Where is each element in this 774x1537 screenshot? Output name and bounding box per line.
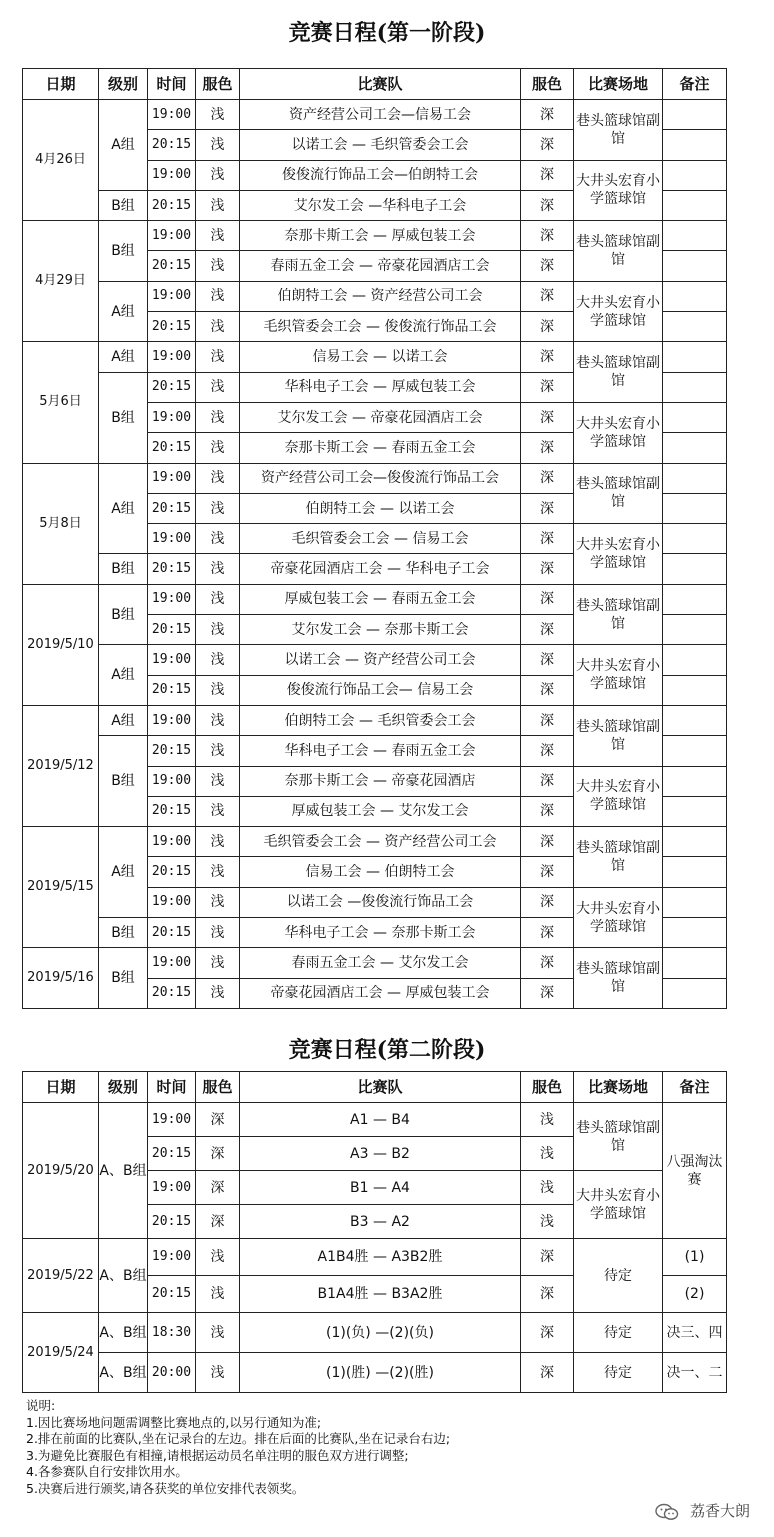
date-cell: 2019/5/20 <box>23 1103 99 1239</box>
group-cell: A组 <box>99 827 148 918</box>
away-color-cell: 深 <box>521 827 574 857</box>
header-color-away: 服色 <box>521 69 574 100</box>
date-cell: 4月29日 <box>23 221 99 342</box>
teams-cell: (1)(负) —(2)(负) <box>240 1313 521 1353</box>
group-cell: A组 <box>99 463 148 554</box>
time-cell: 20:15 <box>148 857 196 887</box>
note-cell <box>663 433 727 463</box>
group-cell: B组 <box>99 554 148 584</box>
table-header-row <box>23 1072 727 1103</box>
table-row <box>23 100 727 130</box>
teams-cell: 俊俊流行饰品工会—伯朗特工会 <box>240 160 521 190</box>
note-cell: 决三、四 <box>663 1313 727 1353</box>
note-cell <box>663 402 727 432</box>
away-color-cell: 深 <box>521 918 574 948</box>
note-cell <box>663 705 727 735</box>
away-color-cell: 深 <box>521 130 574 160</box>
time-cell: 19:00 <box>148 1103 196 1137</box>
time-cell: 19:00 <box>148 887 196 917</box>
teams-cell: 奈那卡斯工会 — 春雨五金工会 <box>240 433 521 463</box>
teams-cell: 信易工会 — 伯朗特工会 <box>240 857 521 887</box>
teams-cell: 厚威包装工会 — 春雨五金工会 <box>240 584 521 614</box>
note-item: 3.为避免比赛服色有相撞,请根据运动员名单注明的服色双方进行调整; <box>26 1447 409 1463</box>
time-cell: 20:15 <box>148 190 196 220</box>
away-color-cell: 深 <box>521 221 574 251</box>
stage1-schedule-table <box>22 68 727 1009</box>
table-row <box>23 1313 727 1353</box>
note-cell <box>663 100 727 130</box>
group-cell: B组 <box>99 736 148 827</box>
away-color-cell: 深 <box>521 251 574 281</box>
note-cell <box>663 857 727 887</box>
teams-cell: 毛织管委会工会 — 俊俊流行饰品工会 <box>240 312 521 342</box>
note-cell <box>663 796 727 826</box>
teams-cell: (1)(胜) —(2)(胜) <box>240 1353 521 1393</box>
table-row <box>23 342 727 372</box>
table-row <box>23 1103 727 1137</box>
home-color-cell: 浅 <box>196 281 240 311</box>
time-cell: 20:00 <box>148 1353 196 1393</box>
teams-cell: A1B4胜 — A3B2胜 <box>240 1239 521 1276</box>
teams-cell: A3 — B2 <box>240 1137 521 1171</box>
venue-cell: 巷头篮球馆副馆 <box>574 948 663 1009</box>
home-color-cell: 浅 <box>196 160 240 190</box>
time-cell: 19:00 <box>148 402 196 432</box>
teams-cell: B1A4胜 — B3A2胜 <box>240 1276 521 1313</box>
header-date: 日期 <box>23 69 99 100</box>
away-color-cell: 深 <box>521 645 574 675</box>
teams-cell: B1 — A4 <box>240 1171 521 1205</box>
away-color-cell: 深 <box>521 766 574 796</box>
table-row <box>23 827 727 857</box>
group-cell: A、B组 <box>99 1239 148 1313</box>
time-cell: 20:15 <box>148 796 196 826</box>
note-cell <box>663 251 727 281</box>
date-cell: 4月26日 <box>23 100 99 221</box>
note-item: 5.决赛后进行颁奖,请各获奖的单位安排代表领奖。 <box>26 1480 305 1496</box>
group-cell: B组 <box>99 918 148 948</box>
note-cell <box>663 615 727 645</box>
away-color-cell: 深 <box>521 736 574 766</box>
away-color-cell: 深 <box>521 1353 574 1393</box>
time-cell: 20:15 <box>148 1205 196 1239</box>
venue-cell: 巷头篮球馆副馆 <box>574 827 663 888</box>
time-cell: 19:00 <box>148 827 196 857</box>
header-notes: 备注 <box>663 1072 727 1103</box>
away-color-cell: 深 <box>521 675 574 705</box>
group-cell: A组 <box>99 342 148 372</box>
date-cell: 2019/5/22 <box>23 1239 99 1313</box>
venue-cell: 巷头篮球馆副馆 <box>574 705 663 766</box>
away-color-cell: 深 <box>521 312 574 342</box>
venue-cell: 巷头篮球馆副馆 <box>574 463 663 524</box>
teams-cell: 春雨五金工会 — 艾尔发工会 <box>240 948 521 978</box>
wechat-icon <box>655 1503 679 1521</box>
home-color-cell: 浅 <box>196 857 240 887</box>
home-color-cell: 浅 <box>196 766 240 796</box>
group-cell: A组 <box>99 645 148 706</box>
teams-cell: 资产经营公司工会—信易工会 <box>240 100 521 130</box>
time-cell: 20:15 <box>148 433 196 463</box>
time-cell: 20:15 <box>148 1137 196 1171</box>
time-cell: 19:00 <box>148 1239 196 1276</box>
time-cell: 18:30 <box>148 1313 196 1353</box>
time-cell: 19:00 <box>148 342 196 372</box>
home-color-cell: 浅 <box>196 615 240 645</box>
time-cell: 19:00 <box>148 584 196 614</box>
note-cell <box>663 766 727 796</box>
group-cell: B组 <box>99 948 148 1009</box>
brand-name: 荔香大朗 <box>689 1502 750 1520</box>
home-color-cell: 深 <box>196 1103 240 1137</box>
date-cell: 2019/5/10 <box>23 584 99 705</box>
home-color-cell: 浅 <box>196 705 240 735</box>
teams-cell: 信易工会 — 以诺工会 <box>240 342 521 372</box>
home-color-cell: 深 <box>196 1171 240 1205</box>
home-color-cell: 浅 <box>196 827 240 857</box>
note-cell <box>663 887 727 917</box>
time-cell: 20:15 <box>148 372 196 402</box>
teams-cell: 艾尔发工会 — 帝豪花园酒店工会 <box>240 402 521 432</box>
teams-cell: 帝豪花园酒店工会 — 华科电子工会 <box>240 554 521 584</box>
away-color-cell: 深 <box>521 524 574 554</box>
time-cell: 20:15 <box>148 554 196 584</box>
time-cell: 19:00 <box>148 281 196 311</box>
time-cell: 20:15 <box>148 675 196 705</box>
date-cell: 2019/5/15 <box>23 827 99 948</box>
time-cell: 19:00 <box>148 160 196 190</box>
time-cell: 20:15 <box>148 918 196 948</box>
home-color-cell: 浅 <box>196 251 240 281</box>
note-cell <box>663 948 727 978</box>
home-color-cell: 浅 <box>196 524 240 554</box>
venue-cell: 巷头篮球馆副馆 <box>574 100 663 161</box>
header-level: 级别 <box>99 69 148 100</box>
note-cell <box>663 463 727 493</box>
teams-cell: 以诺工会 — 毛织管委会工会 <box>240 130 521 160</box>
away-color-cell: 深 <box>521 402 574 432</box>
note-cell: 决一、二 <box>663 1353 727 1393</box>
teams-cell: 华科电子工会 — 奈那卡斯工会 <box>240 918 521 948</box>
note-cell <box>663 736 727 766</box>
home-color-cell: 浅 <box>196 130 240 160</box>
venue-cell: 待定 <box>574 1353 663 1393</box>
header-notes: 备注 <box>663 69 727 100</box>
teams-cell: 帝豪花园酒店工会 — 厚威包装工会 <box>240 978 521 1008</box>
time-cell: 19:00 <box>148 100 196 130</box>
time-cell: 19:00 <box>148 705 196 735</box>
home-color-cell: 浅 <box>196 948 240 978</box>
teams-cell: 以诺工会 — 资产经营公司工会 <box>240 645 521 675</box>
group-cell: A组 <box>99 281 148 342</box>
time-cell: 20:15 <box>148 615 196 645</box>
venue-cell: 巷头篮球馆副馆 <box>574 584 663 645</box>
venue-cell: 待定 <box>574 1239 663 1313</box>
away-color-cell: 浅 <box>521 1171 574 1205</box>
home-color-cell: 浅 <box>196 1353 240 1393</box>
note-cell <box>663 645 727 675</box>
home-color-cell: 浅 <box>196 796 240 826</box>
table-row <box>23 1239 727 1276</box>
group-cell: A、B组 <box>99 1103 148 1239</box>
home-color-cell: 浅 <box>196 372 240 402</box>
teams-cell: 伯朗特工会 — 以诺工会 <box>240 493 521 523</box>
note-item: 4.各参赛队自行安排饮用水。 <box>26 1464 188 1479</box>
venue-cell: 巷头篮球馆副馆 <box>574 1103 663 1171</box>
table-row <box>23 463 727 493</box>
away-color-cell: 深 <box>521 342 574 372</box>
home-color-cell: 浅 <box>196 342 240 372</box>
teams-cell: 奈那卡斯工会 — 帝豪花园酒店 <box>240 766 521 796</box>
teams-cell: 春雨五金工会 — 帝豪花园酒店工会 <box>240 251 521 281</box>
home-color-cell: 浅 <box>196 402 240 432</box>
home-color-cell: 深 <box>196 1137 240 1171</box>
note-cell <box>663 918 727 948</box>
away-color-cell: 深 <box>521 887 574 917</box>
table-header-row <box>23 69 727 100</box>
home-color-cell: 浅 <box>196 100 240 130</box>
time-cell: 20:15 <box>148 493 196 523</box>
header-venue: 比赛场地 <box>574 1072 663 1103</box>
venue-cell: 大井头宏育小学篮球馆 <box>574 160 663 221</box>
away-color-cell: 深 <box>521 1313 574 1353</box>
home-color-cell: 浅 <box>196 554 240 584</box>
table-row <box>23 221 727 251</box>
teams-cell: 以诺工会 —俊俊流行饰品工会 <box>240 887 521 917</box>
note-cell <box>663 554 727 584</box>
table-row <box>23 281 727 311</box>
notes-section <box>26 1398 450 1497</box>
notes-heading: 说明: <box>26 1398 56 1413</box>
note-cell <box>663 978 727 1008</box>
venue-cell: 大井头宏育小学篮球馆 <box>574 524 663 585</box>
note-cell <box>663 130 727 160</box>
group-cell: A、B组 <box>99 1353 148 1393</box>
date-cell: 2019/5/24 <box>23 1313 99 1393</box>
time-cell: 19:00 <box>148 463 196 493</box>
home-color-cell: 浅 <box>196 1313 240 1353</box>
date-cell: 2019/5/16 <box>23 948 99 1009</box>
time-cell: 20:15 <box>148 251 196 281</box>
time-cell: 19:00 <box>148 1171 196 1205</box>
home-color-cell: 浅 <box>196 978 240 1008</box>
brand-watermark <box>655 1500 750 1521</box>
date-cell: 5月8日 <box>23 463 99 584</box>
away-color-cell: 深 <box>521 948 574 978</box>
venue-cell: 大井头宏育小学篮球馆 <box>574 645 663 706</box>
header-time: 时间 <box>148 69 196 100</box>
header-level: 级别 <box>99 1072 148 1103</box>
time-cell: 20:15 <box>148 312 196 342</box>
note-item: 1.因比赛场地问题需调整比赛地点的,以另行通知为准; <box>26 1414 322 1430</box>
note-cell <box>663 827 727 857</box>
header-color-away: 服色 <box>521 1072 574 1103</box>
time-cell: 20:15 <box>148 736 196 766</box>
time-cell: 20:15 <box>148 1276 196 1313</box>
note-item: 2.排在前面的比赛队,坐在记录台的左边。排在后面的比赛队,坐在记录台右边; <box>26 1431 451 1446</box>
teams-cell: 华科电子工会 — 厚威包装工会 <box>240 372 521 402</box>
note-cell <box>663 312 727 342</box>
venue-cell: 大井头宏育小学篮球馆 <box>574 402 663 463</box>
note-cell: (2) <box>663 1276 727 1313</box>
header-teams: 比赛队 <box>240 1072 521 1103</box>
teams-cell: 奈那卡斯工会 — 厚威包装工会 <box>240 221 521 251</box>
away-color-cell: 浅 <box>521 1103 574 1137</box>
away-color-cell: 浅 <box>521 1205 574 1239</box>
time-cell: 19:00 <box>148 221 196 251</box>
header-teams: 比赛队 <box>240 69 521 100</box>
note-cell <box>663 221 727 251</box>
away-color-cell: 浅 <box>521 1137 574 1171</box>
table-row <box>23 584 727 614</box>
stage2-schedule-table <box>22 1071 727 1393</box>
venue-cell: 大井头宏育小学篮球馆 <box>574 766 663 827</box>
group-cell: B组 <box>99 584 148 645</box>
home-color-cell: 浅 <box>196 736 240 766</box>
teams-cell: 伯朗特工会 — 资产经营公司工会 <box>240 281 521 311</box>
note-cell <box>663 190 727 220</box>
note-cell <box>663 524 727 554</box>
group-cell: B组 <box>99 221 148 282</box>
group-cell: B组 <box>99 190 148 220</box>
header-date: 日期 <box>23 1072 99 1103</box>
home-color-cell: 浅 <box>196 887 240 917</box>
venue-cell: 待定 <box>574 1313 663 1353</box>
teams-cell: 华科电子工会 — 春雨五金工会 <box>240 736 521 766</box>
away-color-cell: 深 <box>521 1276 574 1313</box>
time-cell: 19:00 <box>148 524 196 554</box>
note-cell <box>663 493 727 523</box>
home-color-cell: 浅 <box>196 493 240 523</box>
time-cell: 20:15 <box>148 130 196 160</box>
away-color-cell: 深 <box>521 100 574 130</box>
teams-cell: 资产经营公司工会—俊俊流行饰品工会 <box>240 463 521 493</box>
note-cell: 八强淘汰赛 <box>663 1103 727 1239</box>
away-color-cell: 深 <box>521 160 574 190</box>
table-row <box>23 1353 727 1393</box>
teams-cell: 俊俊流行饰品工会— 信易工会 <box>240 675 521 705</box>
date-cell: 5月6日 <box>23 342 99 463</box>
teams-cell: B3 — A2 <box>240 1205 521 1239</box>
group-cell: A组 <box>99 705 148 735</box>
away-color-cell: 深 <box>521 1239 574 1276</box>
teams-cell: 厚威包装工会 — 艾尔发工会 <box>240 796 521 826</box>
away-color-cell: 深 <box>521 190 574 220</box>
home-color-cell: 浅 <box>196 221 240 251</box>
home-color-cell: 深 <box>196 1205 240 1239</box>
table-row <box>23 948 727 978</box>
stage1-title: 竞赛日程(第一阶段) <box>288 20 486 46</box>
time-cell: 19:00 <box>148 948 196 978</box>
home-color-cell: 浅 <box>196 645 240 675</box>
home-color-cell: 浅 <box>196 312 240 342</box>
teams-cell: 毛织管委会工会 — 信易工会 <box>240 524 521 554</box>
note-cell: (1) <box>663 1239 727 1276</box>
away-color-cell: 深 <box>521 493 574 523</box>
home-color-cell: 浅 <box>196 918 240 948</box>
venue-cell: 巷头篮球馆副馆 <box>574 342 663 403</box>
time-cell: 19:00 <box>148 645 196 675</box>
away-color-cell: 深 <box>521 372 574 402</box>
home-color-cell: 浅 <box>196 1239 240 1276</box>
away-color-cell: 深 <box>521 584 574 614</box>
group-cell: A、B组 <box>99 1313 148 1353</box>
venue-cell: 巷头篮球馆副馆 <box>574 221 663 282</box>
note-cell <box>663 342 727 372</box>
away-color-cell: 深 <box>521 554 574 584</box>
teams-cell: 毛织管委会工会 — 资产经营公司工会 <box>240 827 521 857</box>
group-cell: B组 <box>99 372 148 463</box>
note-cell <box>663 372 727 402</box>
time-cell: 20:15 <box>148 978 196 1008</box>
teams-cell: 伯朗特工会 — 毛织管委会工会 <box>240 705 521 735</box>
date-cell: 2019/5/12 <box>23 705 99 826</box>
header-venue: 比赛场地 <box>574 69 663 100</box>
venue-cell: 大井头宏育小学篮球馆 <box>574 1171 663 1239</box>
away-color-cell: 深 <box>521 705 574 735</box>
teams-cell: 艾尔发工会 —华科电子工会 <box>240 190 521 220</box>
home-color-cell: 浅 <box>196 675 240 705</box>
group-cell: A组 <box>99 100 148 191</box>
note-cell <box>663 675 727 705</box>
home-color-cell: 浅 <box>196 1276 240 1313</box>
time-cell: 19:00 <box>148 766 196 796</box>
note-cell <box>663 160 727 190</box>
note-cell <box>663 584 727 614</box>
home-color-cell: 浅 <box>196 584 240 614</box>
note-cell <box>663 281 727 311</box>
away-color-cell: 深 <box>521 463 574 493</box>
header-color-home: 服色 <box>196 69 240 100</box>
away-color-cell: 深 <box>521 857 574 887</box>
stage2-title: 竞赛日程(第二阶段) <box>288 1037 486 1063</box>
venue-cell: 大井头宏育小学篮球馆 <box>574 887 663 948</box>
teams-cell: A1 — B4 <box>240 1103 521 1137</box>
away-color-cell: 深 <box>521 796 574 826</box>
home-color-cell: 浅 <box>196 463 240 493</box>
away-color-cell: 深 <box>521 615 574 645</box>
home-color-cell: 浅 <box>196 190 240 220</box>
header-time: 时间 <box>148 1072 196 1103</box>
table-row <box>23 705 727 735</box>
away-color-cell: 深 <box>521 978 574 1008</box>
away-color-cell: 深 <box>521 281 574 311</box>
venue-cell: 大井头宏育小学篮球馆 <box>574 281 663 342</box>
table-row <box>23 645 727 675</box>
home-color-cell: 浅 <box>196 433 240 463</box>
teams-cell: 艾尔发工会 — 奈那卡斯工会 <box>240 615 521 645</box>
away-color-cell: 深 <box>521 433 574 463</box>
header-color-home: 服色 <box>196 1072 240 1103</box>
